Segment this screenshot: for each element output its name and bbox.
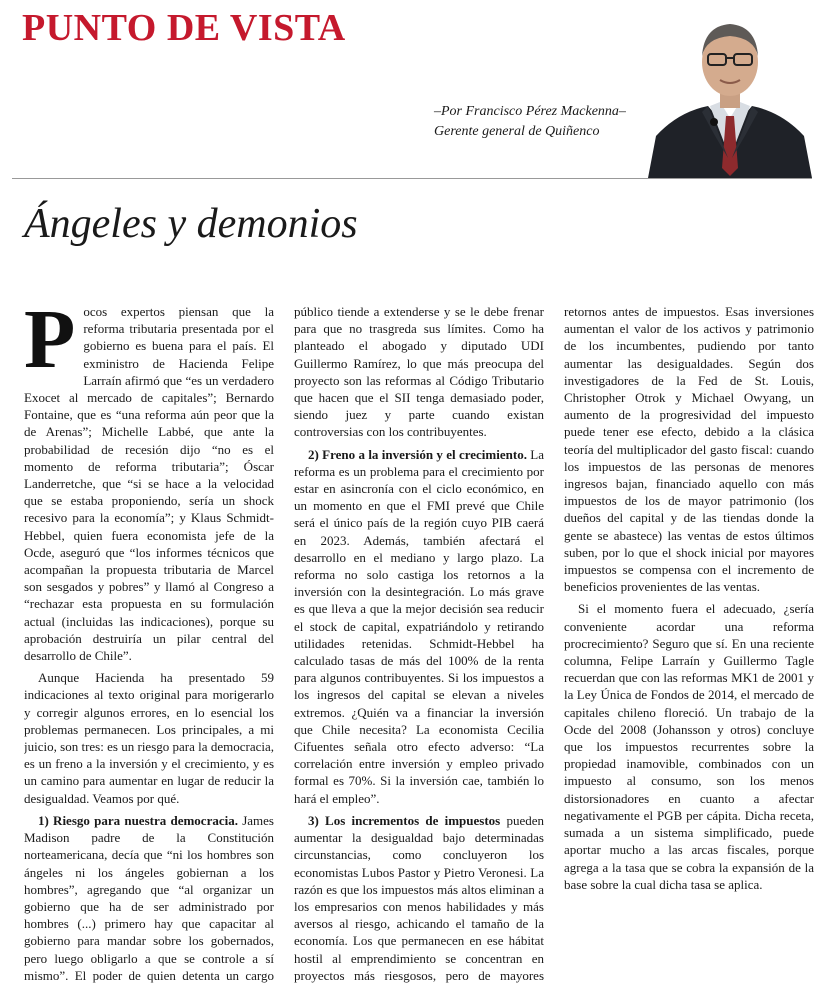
drop-cap: P	[24, 303, 76, 386]
paragraph-intro-text: ocos expertos piensan que la reforma tributaria presentada por el gobierno es buena para el país. El exministro de Hacienda Felipe Larraín afirmó que “es un verdadero Exocet al mercado de capitales”; Bernardo Fontaine, que es “una reforma aún peor que la de Arenas”; Michelle Labbé, que ante la probabilidad de recesión dijo “no es el momento de reforma tributaria”; Óscar Landerretche, que “si se hace a la velocidad que se estaba proponiendo, sería un shock recesivo para la economía”; y Klaus Schmidt-Hebbel, quien fuera economista jefe de la Ocde, aseguró que “los informes técnicos que acompañan la propuesta tributaria de Marcel son sesgados y pobres” y llamó al Congreso a “rechazar esta propuesta en su formulación actual (incluidas las indicaciones), porque su aprobación destruiría un pilar central del desarrollo de Chile”.	[24, 304, 274, 664]
paragraph-text: La reforma es un problema para el crecimiento por estar en asincronía con el ciclo económico, en un momento en que el FMI prevé que Chile será el único país de la región cuyo PIB caerá en 2023. Además, también afectará el desarrollo en el mediano y largo plazo. La reforma no solo castiga los retornos a la inversión con la desintegración. Lo más grave es que lleva a que la mejor decisión sea reducir el stock de capital, expatriándolo y retirando utilidades retenidas. Schmidt-Hebbel ha calculado tasas de más del 100% de la renta para algunos contribuyentes. Si los impuestos a los ingresos del capital se elevan a niveles extremos. ¿Quién va a financiar la inversión que Chile necesita? La economista Cecilia Cifuentes señala otro efecto adverso: “La correlación entre inversión y empleo privado formal es 70%. Si la inversión cae, también lo hará el empleo”.	[294, 446, 544, 806]
paragraph: Aunque Hacienda ha presentado 59 indicaciones al texto original para morigerarlo y corregir algunos errores, en lo esencial los problemas permanecen. Los principales, a mi juicio, son tres: es un riesgo para la democracia, es un freno a la inversión y el crecimiento, y es un camino para aumentar en lugar de reducir la desigualdad. Veamos por qué.	[24, 670, 274, 806]
paragraph	[294, 446, 544, 807]
author-role: Gerente general de Quiñenco	[434, 124, 600, 139]
section-title: PUNTO DE VISTA	[22, 7, 346, 49]
paragraph: Si el momento fuera el adecuado, ¿sería conveniente acordar una reforma procrecimiento? Seguro que sí. En una reciente columna, Felipe Larraín y Guillermo Tagle recuerdan que con las reformas MK1 de 2001 y la Ley Única de Fondos de 2014, el mercado de capitales chileno floreció. Un trabajo de la Ocde del 2008 (Johansson y otros) concluye que los impuestos recurrentes sobre la propiedad inamovible, combinados con un impuesto al consumo, son los menos distorsionadores en cuanto a afectar negativamente el PGB per cápita. Dicha receta, sumada a un sistema simplificado, puede aportar mucho a las arcas fiscales, porque agrega a la tasa que se cobra la expansión de la base sobre la cual dicha tasa se aplica.	[564, 601, 814, 892]
paragraph-text: James Madison padre de la Constitución norteamericana, decía que “ni los hombres son ángeles ni los ángeles gobiernan a los hombres”, agregando que “al organizar un gobierno que ha de ser administrado por hombres (...) primero hay que capacitar al gobierno para mandar sobre los gobernados, pero luego obligarlo a que se controle a sí mismo”. El poder de quien detenta un cargo público tiende a extenderse y se le debe frenar para que no trasgreda sus límites. Como ha planteado el abogado y diputado UDI Guillermo Ramírez, lo que más preocupa del proyecto son las reformas al Código Tributario que hacen que el SII tenga demasiado poder, siendo juez y parte cuando existan controversias con los contribuyentes.	[24, 304, 544, 983]
article-body	[24, 303, 814, 999]
paragraph-text: aumentar la desigualdad bajo determinadas circunstancias, como concluyeron los economistas Lubos Pastor y Pietro Veronesi. La razón es que los impuestos más altos eliminan a los empresarios con menos habilidades y más aversos al riesgo, achicando el tamaño de la economía. Los que permanecen en ese hábitat hostil al emprendimiento se concentran en proyectos más riesgosos, pero de mayores retornos antes de impuestos. Esas inversiones aumentan el valor de los activos y patrimonio de los incumbentes, pudiendo por tanto aumentar las desigualdades. Según dos investigadores de la Fed de St. Louis, Christopher Otrok y Michael Owyang, un aumento de la progresividad del impuesto puede tener ese efecto, debido a la clásica teoría del multiplicador del gasto fiscal: cuando los impuestos de las personas de menores ingresos bajan, financiado aquello con más impuestos de los de mayor patrimonio (los dueños del capital y de las tiendas donde la gente se abastece) las ventas de estos últimos suben, por lo que el shock inicial por mayores impuestos se compensa con el incremento de beneficios provenientes de las ventas.	[294, 304, 814, 983]
header-divider	[12, 178, 812, 179]
subhead-democracy: 1) Riesgo para nuestra democracia.	[38, 812, 238, 828]
subhead-taxes: 3) Los incrementos de impuestos	[308, 812, 501, 828]
author-portrait-image	[648, 8, 812, 178]
subhead-investment: 2) Freno a la inversión y el crecimiento.	[308, 446, 527, 462]
headline: Ángeles y demonios	[24, 201, 358, 247]
subhead-lead: pueden	[506, 812, 545, 828]
byline	[434, 102, 644, 142]
author-name: –Por Francisco Pérez Mackenna–	[434, 104, 626, 119]
author-portrait	[648, 8, 812, 178]
paragraph-intro	[24, 303, 274, 664]
